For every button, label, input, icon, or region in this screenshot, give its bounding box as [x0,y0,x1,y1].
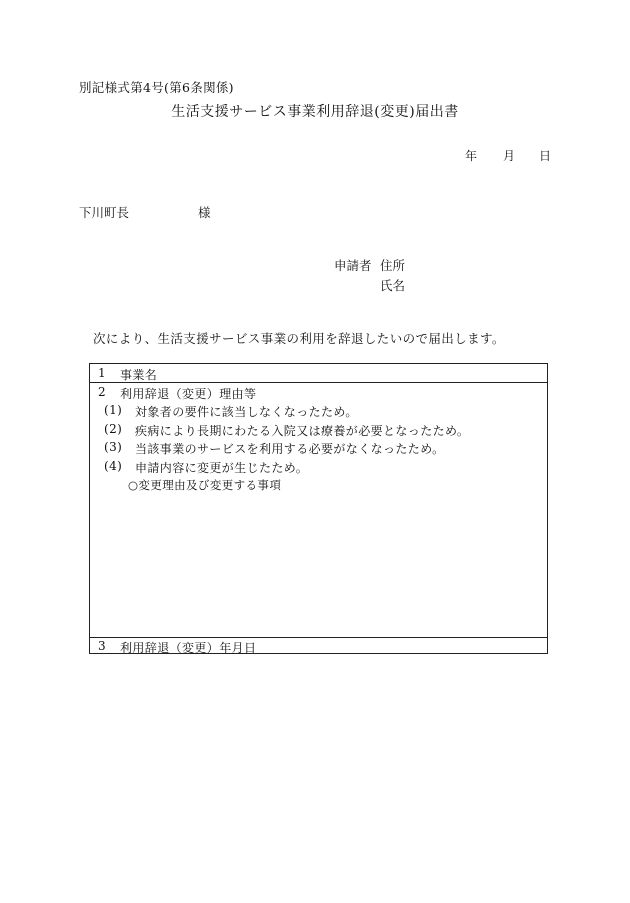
recipient-honorific: 様 [198,205,211,220]
section-number: 2 [98,385,107,399]
reason-text: 申請内容に変更が生じたため。 [135,461,309,475]
recipient-name: 下川町長 [79,205,130,220]
reason-number: (1) [104,403,123,417]
reason-text: 当該事業のサービスを利用する必要がなくなったため。 [135,442,445,456]
table-row-reasons [90,383,547,638]
section-number: 3 [98,639,107,653]
section-label: 事業名 [120,368,158,382]
date-year-label: 年 [465,149,478,163]
form-table [89,363,548,654]
table-row-withdrawal-date [90,638,547,654]
date-month-label: 月 [503,149,516,163]
date-day-label: 日 [539,149,552,163]
change-details-note: ○変更理由及び変更する事項 [128,478,282,492]
form-number: 別記様式第4号(第6条関係) [79,80,234,95]
reason-text: 対象者の要件に該当しなくなったため。 [135,405,358,419]
section-number: 1 [98,366,107,380]
reason-number: (4) [104,459,123,473]
document-title: 生活支援サービス事業利用辞退(変更)届出書 [171,104,459,120]
reason-text: 疾病により長期にわたる入院又は療養が必要となったため。 [135,424,470,438]
applicant-label: 申請者 [334,258,372,273]
reason-number: (2) [104,422,123,436]
intro-text: 次により、生活支援サービス事業の利用を辞退したいので届出します。 [93,331,505,346]
applicant-name-label: 氏名 [380,278,406,293]
section-label: 利用辞退（変更）理由等 [120,387,257,401]
reason-number: (3) [104,440,123,454]
section-label: 利用辞退（変更）年月日 [120,641,257,655]
table-row-business-name [90,364,547,383]
applicant-address-label: 住所 [380,258,406,273]
